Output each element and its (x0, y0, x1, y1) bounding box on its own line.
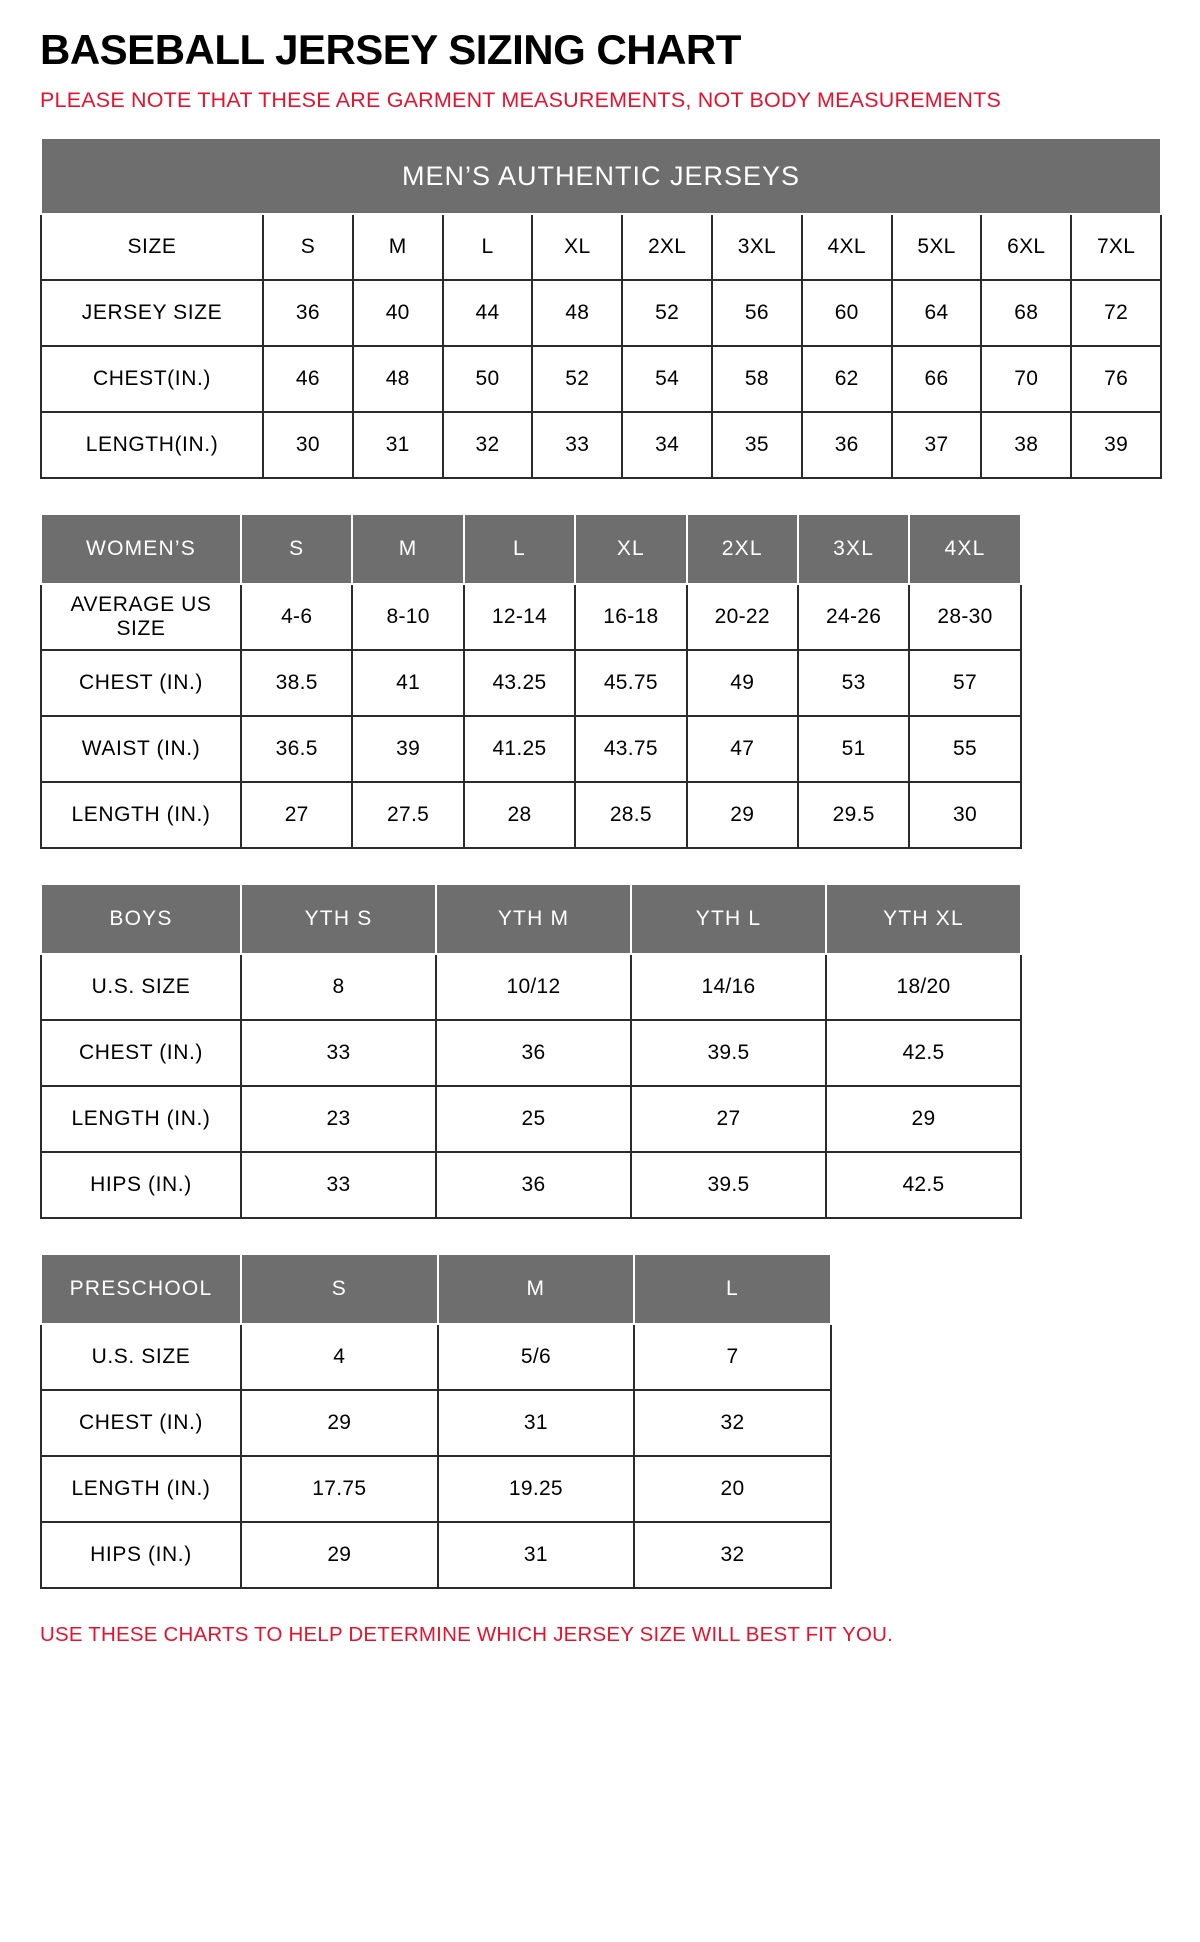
boys-row-0-label: U.S. SIZE (41, 954, 241, 1020)
mens-row-2-cell-10: 39 (1071, 412, 1161, 478)
mens-col-header-1: S (263, 214, 353, 280)
mens-row-2-cell-5: 34 (622, 412, 712, 478)
womens-col-header-3: L (464, 514, 575, 584)
womens-row-1-cell-4: 45.75 (575, 650, 686, 716)
table-row (41, 1522, 831, 1588)
womens-sizing-table (40, 513, 1022, 849)
womens-col-header-1: S (241, 514, 352, 584)
preschool-row-3-cell-1: 29 (241, 1522, 438, 1588)
mens-row-0-cell-6: 56 (712, 280, 802, 346)
measurement-disclaimer: PLEASE NOTE THAT THESE ARE GARMENT MEASUREMENTS, NOT BODY MEASUREMENTS (40, 88, 1001, 113)
boys-row-2-cell-2: 25 (436, 1086, 631, 1152)
boys-row-2-cell-3: 27 (631, 1086, 826, 1152)
mens-row-2-cell-7: 36 (802, 412, 892, 478)
womens-row-0-cell-4: 16-18 (575, 584, 686, 650)
mens-row-1-cell-4: 52 (532, 346, 622, 412)
mens-col-header-3: L (443, 214, 533, 280)
mens-header-row (41, 214, 1161, 280)
womens-row-0-cell-3: 12-14 (464, 584, 575, 650)
womens-row-2-label: WAIST (IN.) (41, 716, 241, 782)
table-row (41, 954, 1021, 1020)
boys-row-1-cell-4: 42.5 (826, 1020, 1021, 1086)
footer-note: USE THESE CHARTS TO HELP DETERMINE WHICH JERSEY SIZE WILL BEST FIT YOU. (40, 1623, 893, 1647)
womens-row-3-label: LENGTH (IN.) (41, 782, 241, 848)
womens-row-1-label: CHEST (IN.) (41, 650, 241, 716)
table-row (41, 782, 1021, 848)
boys-row-3-cell-3: 39.5 (631, 1152, 826, 1218)
womens-col-header-7: 4XL (909, 514, 1020, 584)
mens-row-0-cell-2: 40 (353, 280, 443, 346)
womens-row-3-cell-3: 28 (464, 782, 575, 848)
womens-row-2-cell-2: 39 (352, 716, 463, 782)
womens-row-2-cell-6: 51 (798, 716, 909, 782)
womens-row-2-cell-4: 43.75 (575, 716, 686, 782)
mens-row-0-cell-5: 52 (622, 280, 712, 346)
womens-col-header-4: XL (575, 514, 686, 584)
boys-col-header-1: YTH S (241, 884, 436, 954)
preschool-row-0-cell-1: 4 (241, 1324, 438, 1390)
mens-row-1-cell-2: 48 (353, 346, 443, 412)
mens-row-1-cell-1: 46 (263, 346, 353, 412)
boys-sizing-table (40, 883, 1022, 1219)
womens-header-row (41, 514, 1021, 584)
boys-row-2-cell-1: 23 (241, 1086, 436, 1152)
womens-row-1-cell-6: 53 (798, 650, 909, 716)
mens-row-0-cell-7: 60 (802, 280, 892, 346)
boys-row-2-cell-4: 29 (826, 1086, 1021, 1152)
boys-row-3-cell-4: 42.5 (826, 1152, 1021, 1218)
preschool-row-2-cell-3: 20 (634, 1456, 831, 1522)
boys-row-3-label: HIPS (IN.) (41, 1152, 241, 1218)
preschool-row-2-cell-2: 19.25 (438, 1456, 635, 1522)
table-row (41, 1086, 1021, 1152)
mens-row-1-cell-6: 58 (712, 346, 802, 412)
table-row (41, 650, 1021, 716)
preschool-row-0-cell-3: 7 (634, 1324, 831, 1390)
womens-col-header-6: 3XL (798, 514, 909, 584)
mens-col-header-10: 7XL (1071, 214, 1161, 280)
preschool-col-header-1: S (241, 1254, 438, 1324)
preschool-header-row (41, 1254, 831, 1324)
womens-col-header-2: M (352, 514, 463, 584)
preschool-col-header-0: PRESCHOOL (41, 1254, 241, 1324)
womens-row-2-cell-5: 47 (687, 716, 798, 782)
preschool-sizing-table (40, 1253, 832, 1589)
boys-row-1-cell-3: 39.5 (631, 1020, 826, 1086)
womens-row-1-cell-5: 49 (687, 650, 798, 716)
preschool-row-2-label: LENGTH (IN.) (41, 1456, 241, 1522)
mens-row-1-cell-8: 66 (892, 346, 982, 412)
table-row (41, 346, 1161, 412)
mens-col-header-6: 3XL (712, 214, 802, 280)
womens-row-2-cell-1: 36.5 (241, 716, 352, 782)
mens-row-2-cell-9: 38 (981, 412, 1071, 478)
mens-row-2-cell-1: 30 (263, 412, 353, 478)
mens-row-2-cell-6: 35 (712, 412, 802, 478)
mens-row-0-cell-1: 36 (263, 280, 353, 346)
mens-row-2-cell-2: 31 (353, 412, 443, 478)
preschool-row-1-label: CHEST (IN.) (41, 1390, 241, 1456)
mens-row-0-cell-3: 44 (443, 280, 533, 346)
boys-header-row (41, 884, 1021, 954)
womens-row-0-cell-7: 28-30 (909, 584, 1020, 650)
boys-col-header-3: YTH L (631, 884, 826, 954)
mens-col-header-7: 4XL (802, 214, 892, 280)
womens-row-3-cell-1: 27 (241, 782, 352, 848)
boys-row-2-label: LENGTH (IN.) (41, 1086, 241, 1152)
mens-row-0-label: JERSEY SIZE (41, 280, 263, 346)
table-row (41, 1324, 831, 1390)
boys-row-1-cell-2: 36 (436, 1020, 631, 1086)
preschool-row-2-cell-1: 17.75 (241, 1456, 438, 1522)
womens-row-1-cell-7: 57 (909, 650, 1020, 716)
boys-row-3-cell-2: 36 (436, 1152, 631, 1218)
preschool-row-1-cell-1: 29 (241, 1390, 438, 1456)
mens-row-0-cell-4: 48 (532, 280, 622, 346)
mens-col-header-4: XL (532, 214, 622, 280)
mens-col-header-0: SIZE (41, 214, 263, 280)
mens-row-1-cell-7: 62 (802, 346, 892, 412)
page-title: BASEBALL JERSEY SIZING CHART (40, 26, 741, 73)
preschool-row-1-cell-3: 32 (634, 1390, 831, 1456)
boys-col-header-2: YTH M (436, 884, 631, 954)
womens-row-3-cell-2: 27.5 (352, 782, 463, 848)
preschool-row-3-cell-3: 32 (634, 1522, 831, 1588)
womens-row-1-cell-1: 38.5 (241, 650, 352, 716)
preschool-row-0-label: U.S. SIZE (41, 1324, 241, 1390)
boys-col-header-4: YTH XL (826, 884, 1021, 954)
womens-row-3-cell-6: 29.5 (798, 782, 909, 848)
mens-row-0-cell-8: 64 (892, 280, 982, 346)
womens-row-3-cell-4: 28.5 (575, 782, 686, 848)
mens-row-2-label: LENGTH(IN.) (41, 412, 263, 478)
mens-row-1-cell-10: 76 (1071, 346, 1161, 412)
mens-col-header-8: 5XL (892, 214, 982, 280)
mens-row-1-label: CHEST(IN.) (41, 346, 263, 412)
womens-row-3-cell-5: 29 (687, 782, 798, 848)
womens-row-3-cell-7: 30 (909, 782, 1020, 848)
boys-row-1-label: CHEST (IN.) (41, 1020, 241, 1086)
table-row (41, 280, 1161, 346)
mens-col-header-5: 2XL (622, 214, 712, 280)
mens-row-0-cell-10: 72 (1071, 280, 1161, 346)
table-row (41, 1456, 831, 1522)
boys-row-3-cell-1: 33 (241, 1152, 436, 1218)
mens-col-header-2: M (353, 214, 443, 280)
boys-row-1-cell-1: 33 (241, 1020, 436, 1086)
table-row (41, 584, 1021, 650)
womens-row-2-cell-3: 41.25 (464, 716, 575, 782)
preschool-row-3-label: HIPS (IN.) (41, 1522, 241, 1588)
mens-row-0-cell-9: 68 (981, 280, 1071, 346)
table-row (41, 412, 1161, 478)
womens-row-1-cell-2: 41 (352, 650, 463, 716)
mens-table-band (41, 138, 1161, 214)
mens-col-header-9: 6XL (981, 214, 1071, 280)
table-row (41, 1020, 1021, 1086)
preschool-col-header-2: M (438, 1254, 635, 1324)
womens-row-0-cell-6: 24-26 (798, 584, 909, 650)
mens-row-2-cell-3: 32 (443, 412, 533, 478)
preschool-row-0-cell-2: 5/6 (438, 1324, 635, 1390)
womens-row-0-label: AVERAGE US SIZE (41, 584, 241, 650)
table-row (41, 1152, 1021, 1218)
mens-row-2-cell-4: 33 (532, 412, 622, 478)
womens-row-0-cell-5: 20-22 (687, 584, 798, 650)
boys-row-0-cell-1: 8 (241, 954, 436, 1020)
boys-row-0-cell-4: 18/20 (826, 954, 1021, 1020)
mens-row-1-cell-9: 70 (981, 346, 1071, 412)
boys-row-0-cell-2: 10/12 (436, 954, 631, 1020)
mens-row-1-cell-3: 50 (443, 346, 533, 412)
mens-row-2-cell-8: 37 (892, 412, 982, 478)
boys-col-header-0: BOYS (41, 884, 241, 954)
womens-col-header-5: 2XL (687, 514, 798, 584)
preschool-col-header-3: L (634, 1254, 831, 1324)
table-row (41, 716, 1021, 782)
womens-col-header-0: WOMEN’S (41, 514, 241, 584)
womens-row-2-cell-7: 55 (909, 716, 1020, 782)
mens-table-title: MEN’S AUTHENTIC JERSEYS (41, 138, 1161, 214)
boys-row-0-cell-3: 14/16 (631, 954, 826, 1020)
table-row (41, 1390, 831, 1456)
womens-row-1-cell-3: 43.25 (464, 650, 575, 716)
preschool-row-3-cell-2: 31 (438, 1522, 635, 1588)
womens-row-0-cell-2: 8-10 (352, 584, 463, 650)
mens-row-1-cell-5: 54 (622, 346, 712, 412)
mens-sizing-table (40, 137, 1162, 479)
preschool-row-1-cell-2: 31 (438, 1390, 635, 1456)
womens-row-0-cell-1: 4-6 (241, 584, 352, 650)
